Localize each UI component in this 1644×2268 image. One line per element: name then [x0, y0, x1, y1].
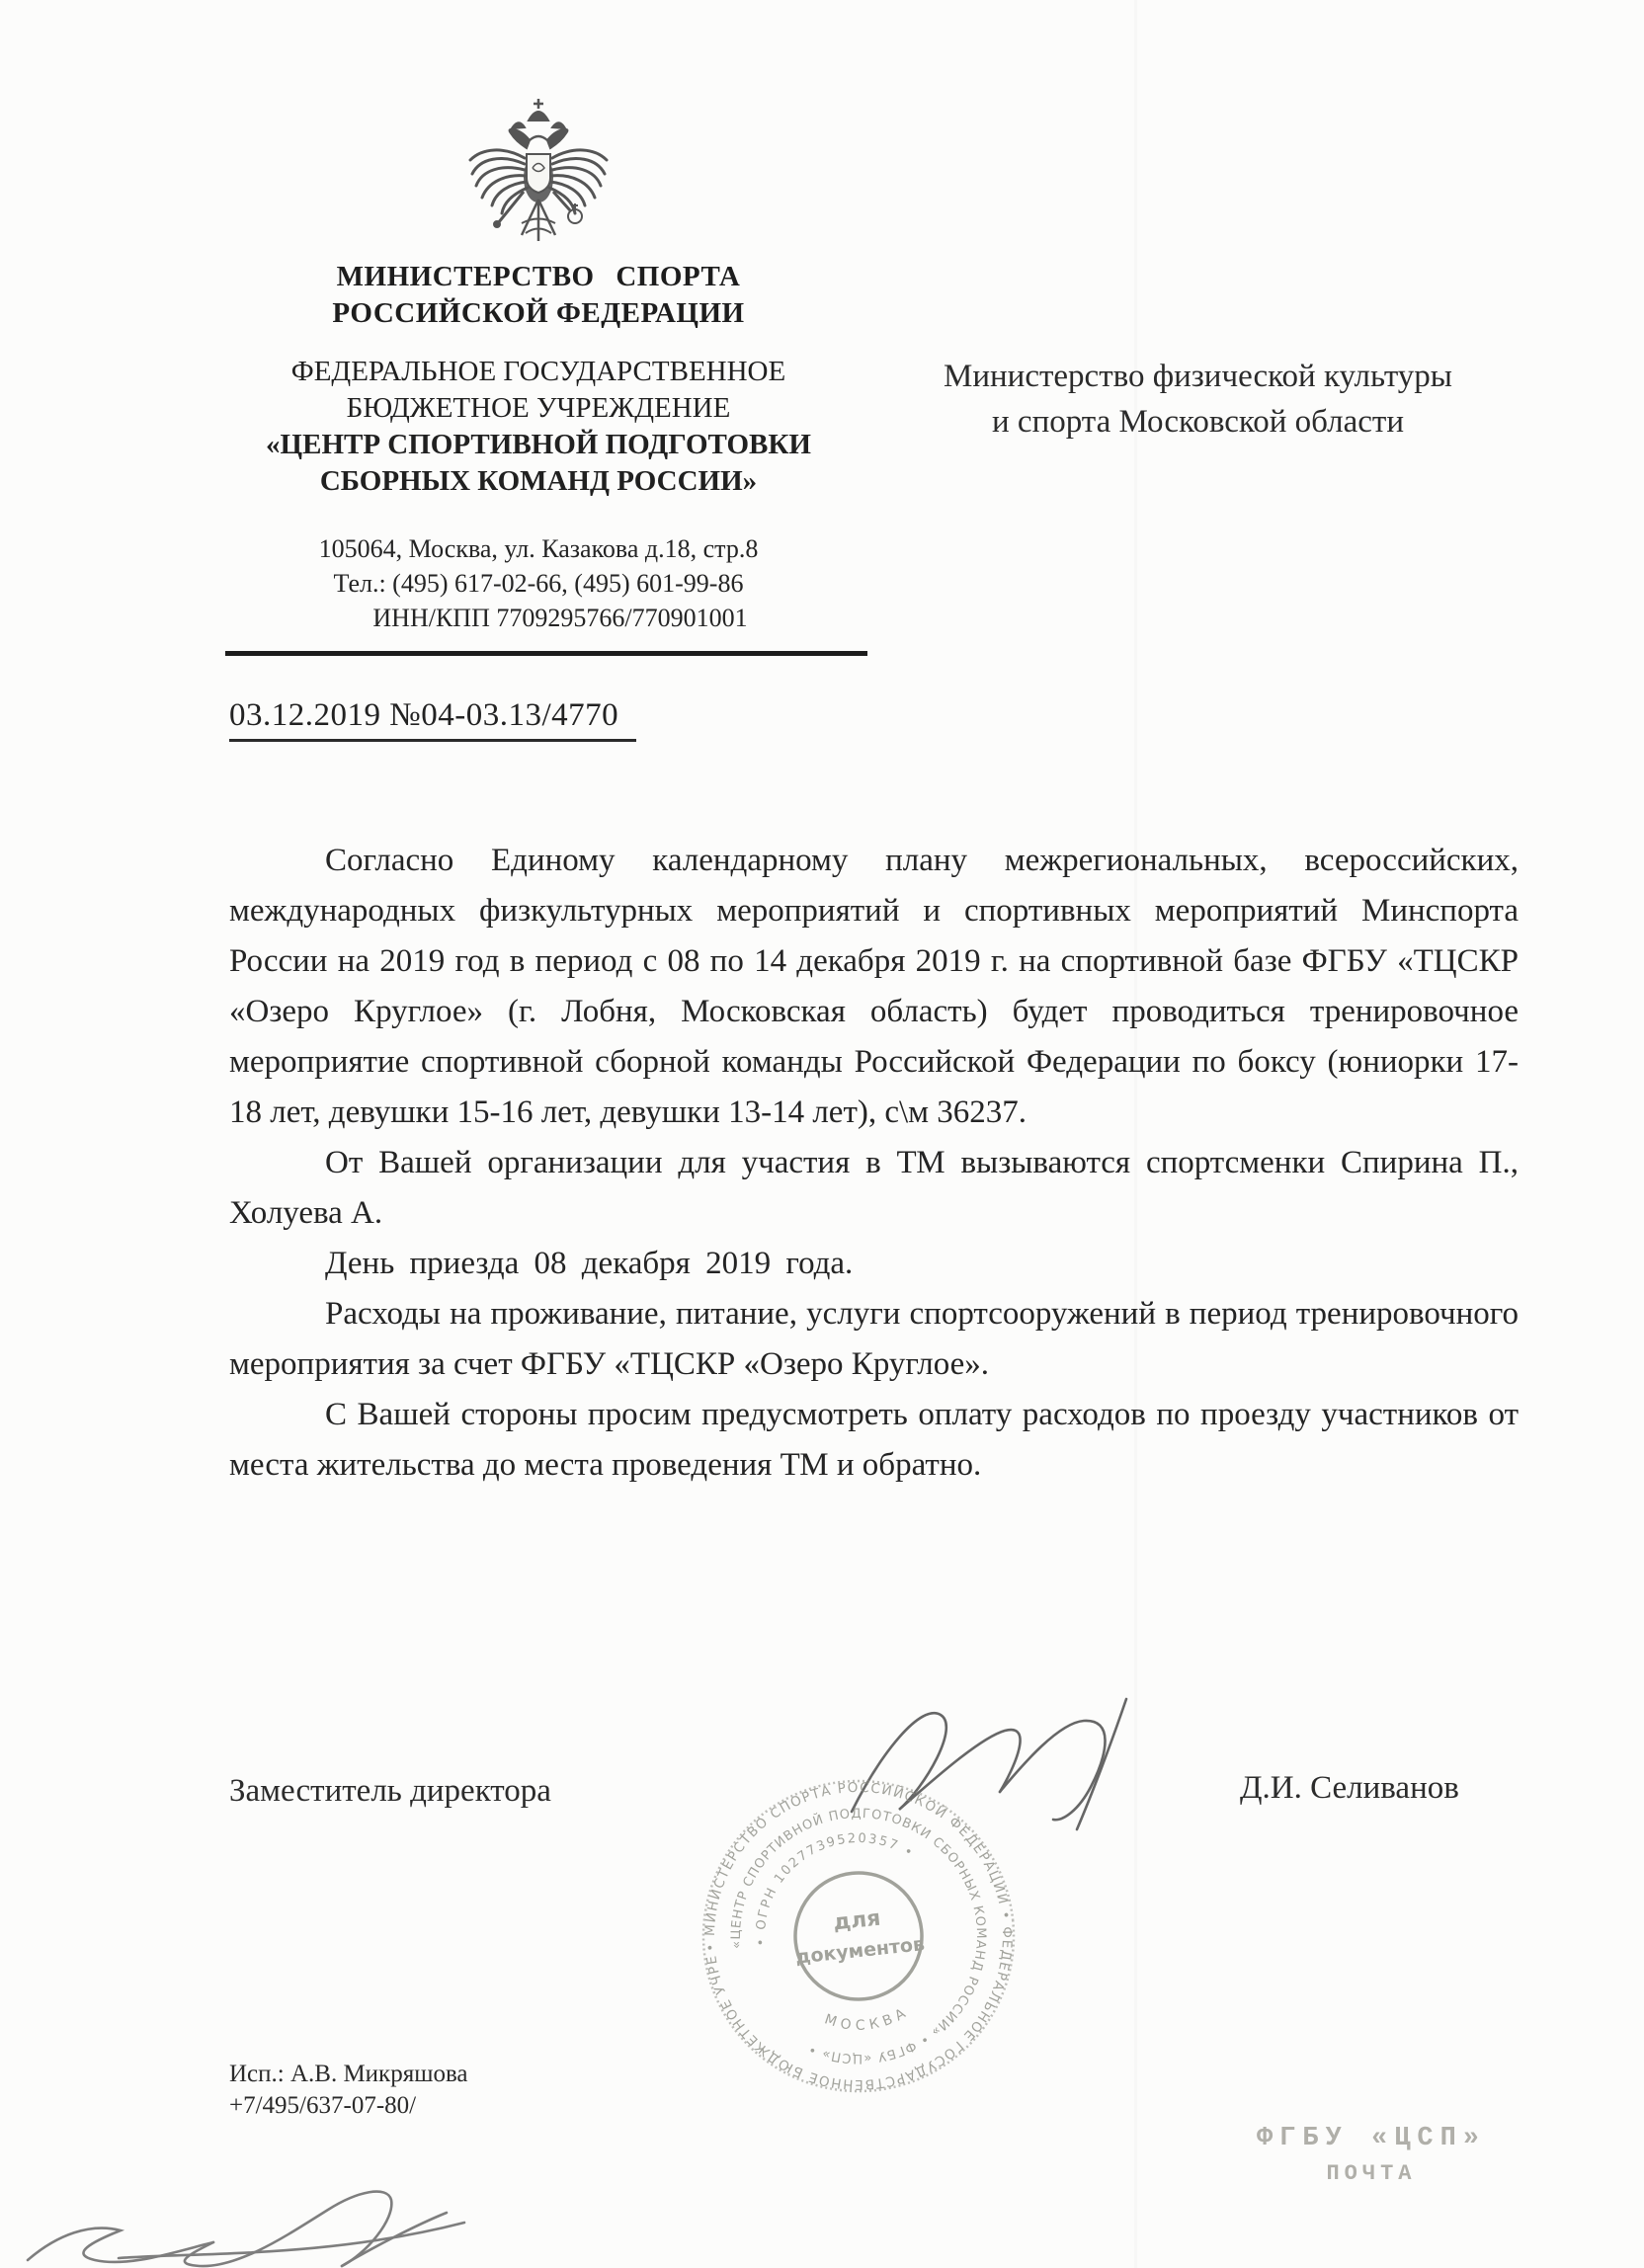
org-line4: СБОРНЫХ КОМАНД РОССИИ» — [319, 465, 758, 497]
recipient-block — [879, 354, 1517, 445]
paragraph-travel-payment: С Вашей стороны просим предусмотреть оплату расходов по проезду участников от места жительства до места проведения ТМ и обратно. — [229, 1397, 1519, 1483]
paragraph-arrival-day: День приезда 08 декабря 2019 года. — [325, 1246, 854, 1281]
stamp-ring-middle-text: «ЦЕНТР СПОРТИВНОЙ ПОДГОТОВКИ СБОРНЫХ КОМАНД РОССИИ» • ФГБУ «ЦСП» • — [728, 1806, 989, 2066]
stamp-city-text: МОСКВА — [822, 2003, 913, 2034]
svg-text:МОСКВА — [821, 2002, 914, 2038]
ministry-name — [188, 259, 889, 332]
signatory-name: Д.И. Селиванов — [1240, 1770, 1459, 1806]
mail-postmark — [1253, 2124, 1490, 2186]
recipient-line2: и спорта Московской области — [992, 404, 1404, 440]
postmark-label: ПОЧТА — [1326, 2161, 1417, 2186]
sender-phone: Тел.: (495) 617-02-66, (495) 601-99-86 — [333, 569, 744, 598]
reference-number: 03.12.2019 №04-03.13/4770 — [229, 697, 636, 742]
bottom-handwriting-scribble — [0, 2163, 484, 2268]
executor-phone: +7/495/637-07-80/ — [229, 2092, 417, 2119]
russia-coat-of-arms-icon — [464, 97, 613, 255]
paragraph-event-info: Согласно Единому календарному плану межрегиональных, всероссийских, международных физкультурных мероприятий и спортивных мероприятий Минспорта России на 2019 год в период с 08 по 14 декабря 2019 г. на спортивной базе ФГБУ «ТЦСКР «Озеро Круглое» (г. Лобня, Московская область) будет проводиться тренировочное мероприятие спортивной сборной команды Российской Федерации по боксу (юниорки 17-18 лет, девушки 15-16 лет, девушки 13-14 лет), с\м 36237. — [229, 843, 1519, 1130]
stamp-center-line2: документов — [794, 1933, 927, 1969]
org-line2: БЮДЖЕТНОЕ УЧРЕЖДЕНИЕ — [346, 392, 731, 424]
executor-name: Исп.: А.В. Микряшова — [229, 2061, 468, 2087]
ministry-name-line1: МИНИСТЕРСТВО СПОРТА — [336, 261, 741, 292]
organization-name — [173, 354, 904, 500]
letterhead-divider — [225, 651, 867, 656]
org-line3: «ЦЕНТР СПОРТИВНОЙ ПОДГОТОВКИ — [266, 429, 811, 460]
executor-block — [229, 2059, 468, 2122]
round-stamp — [670, 1773, 1022, 2099]
ministry-name-line2: РОССИЙСКОЙ ФЕДЕРАЦИИ — [332, 297, 745, 329]
org-line1: ФЕДЕРАЛЬНОЕ ГОСУДАРСТВЕННОЕ — [290, 356, 786, 387]
recipient-line1: Министерство физической культуры — [944, 359, 1452, 394]
sender-address: 105064, Москва, ул. Казакова д.18, стр.8 — [318, 534, 759, 563]
paragraph-expenses: Расходы на проживание, питание, услуги спортсооружений в период тренировочного мероприятия за счет ФГБУ «ТЦСКР «Озеро Круглое». — [229, 1296, 1519, 1382]
signatory-title: Заместитель директора — [229, 1773, 551, 1809]
stamp-center-line1: для — [832, 1905, 882, 1936]
postmark-org: ФГБУ «ЦСП» — [1256, 2124, 1487, 2153]
paragraph-athletes: От Вашей организации для участия в ТМ вызываются спортсменки Спирина П., Холуева А. — [229, 1145, 1519, 1231]
stamp-ring-outer-text: • МИНИСТЕРСТВО СПОРТА РОССИЙСКОЙ ФЕДЕРАЦИИ • ФЕДЕРАЛЬНОЕ ГОСУДАРСТВЕННОЕ БЮДЖЕТНОЕ УЧРЕЖДЕНИЕ — [670, 1778, 1016, 2093]
sender-inn-kpp: ИНН/КПП 7709295766/770901001 — [372, 604, 748, 632]
letter-body — [229, 836, 1519, 1491]
sender-address-block — [188, 531, 889, 635]
stamp-ring-inner-text: • ОГРН 1027739520357 • — [753, 1830, 917, 1947]
